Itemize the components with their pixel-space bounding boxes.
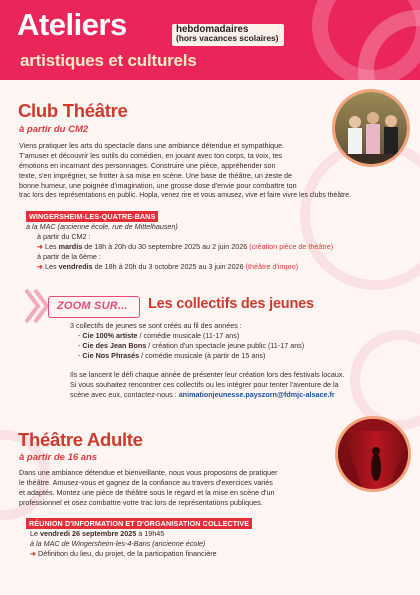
club-desc-line: émotions en incarnant des personnages. Construire une pièce, appréhender son — [19, 161, 276, 170]
meeting-date-value: vendredi 26 septembre 2025 — [40, 529, 137, 538]
zoom-outro-3 — [70, 390, 344, 400]
club-desc-line: texte, s'en imprégner, se frotter à sa mise en scène. Une base de théâtre, un zeste de — [19, 171, 293, 180]
group1-day: mardis — [58, 242, 83, 251]
zoom-outro-1: Ils se lancent le défi chaque année de présenter leur création lors des festivals locaux. — [70, 370, 345, 379]
zoom-label: ZOOM SUR... — [57, 300, 128, 312]
adult-meeting-tag: RÉUNION D'INFORMATION ET D'ORGANISATION COLLECTIVE — [26, 518, 252, 529]
club-description — [19, 141, 352, 201]
collectif-desc: / création d'un spectacle jeune public (11-17 ans) — [146, 341, 305, 350]
meeting-date — [30, 529, 217, 539]
arrow-right-icon: ➜ — [37, 242, 44, 251]
zoom-outro-3-text: scène avec eux, contactez-nous : — [70, 390, 179, 399]
adult-meeting — [30, 529, 217, 559]
club-desc-line: T'amuser et découvrir les outils du comédien, en jouant avec ton corps, ta voix, tes — [19, 151, 283, 160]
adult-desc-line: Dans une ambiance détendue et bienveillante, nous vous proposons de pratiquer — [19, 468, 278, 477]
stage-curtain-photo-icon — [338, 419, 411, 492]
background-circle — [350, 330, 420, 430]
adult-desc-line: le théâtre. Amusez-vous et gagnez de la confiance au travers d'exercices variés — [19, 478, 273, 487]
collectif-desc: / comédie musicale (11-17 ans) — [137, 331, 240, 340]
collectif-name: Cie des Jean Bons — [82, 341, 147, 350]
meeting-topic — [30, 549, 217, 559]
club-location: à la MAC (ancienne école, rue de Mittelhausen) — [26, 222, 178, 231]
club-desc-line: bonne humeur, une poignée d'imagination, une grosse dose d'envie pour combattre ton — [19, 181, 297, 190]
collectif-name: Cie Nos Phrasés — [82, 351, 140, 360]
collectif-desc: / comédie musicale (à partir de 15 ans) — [139, 351, 266, 360]
adult-desc-line: et adaptés. Montez une pièce de théâtre sous le regard et la mise en scène d'un — [19, 488, 275, 497]
group2-day: vendredis — [58, 262, 93, 271]
group2-time: de 18h à 20h du 3 octobre 2025 au 3 juin 2026 — [92, 262, 246, 271]
badge-line-1: hebdomadaires — [176, 24, 249, 35]
chevron-double-right-icon — [24, 286, 50, 326]
meeting-topic-text: Définition du lieu, du projet, de la participation financière — [38, 549, 217, 558]
meeting-prefix: Le — [30, 529, 40, 538]
adult-desc-line: professionnel et osez combattre votre trac lors de représentations publiques. — [19, 498, 263, 507]
header-banner — [0, 0, 420, 80]
group2-schedule — [26, 262, 333, 272]
contact-email-link[interactable]: animationjeunesse.payszorn@fdmjc-alsace.fr — [178, 390, 335, 399]
group2-label: à partir de la 6ème : — [37, 252, 101, 261]
group2-prefix: Les — [45, 262, 59, 271]
adult-description — [19, 468, 333, 508]
schedule-badge — [172, 24, 284, 46]
arrow-right-icon: ➜ — [30, 549, 37, 558]
club-schedule — [26, 222, 333, 272]
adult-title: Théâtre Adulte — [18, 429, 143, 450]
group1-note: (création pièce de théâtre) — [249, 242, 334, 251]
club-photo — [332, 89, 410, 167]
collectif-item: - Cie 100% artiste / comédie musicale (11-17 ans) — [78, 331, 240, 340]
club-subtitle: à partir du CM2 — [19, 124, 89, 135]
group2-note: (théâtre d'impro) — [245, 262, 299, 271]
collectif-item: - Cie des Jean Bons / création d'un spectacle jeune public (11-17 ans) — [78, 341, 305, 350]
club-location-tag: WINGERSHEIM-LES-QUATRE-BANS — [26, 211, 158, 222]
group1-label: à partir du CM2 : — [37, 232, 91, 241]
zoom-title: Les collectifs des jeunes — [148, 296, 314, 312]
page-title: Ateliers — [17, 7, 127, 42]
zoom-outro-2: Si vous souhaitez rencontrer ces collectifs ou les intégrer pour tenter l'aventure de la — [70, 380, 339, 389]
meeting-place: à la MAC de Wingersheim-les-4-Bans (ancienne école) — [30, 539, 206, 548]
page-subtitle: artistiques et culturels — [20, 51, 197, 70]
club-desc-line: Viens pratiquer les arts du spectacle dans une ambiance détendue et sympathique. — [19, 141, 285, 150]
club-title: Club Théâtre — [18, 100, 128, 121]
collectif-name: Cie 100% artiste — [82, 331, 138, 340]
collectif-item: - Cie Nos Phrasés / comédie musicale (à partir de 15 ans) — [78, 351, 266, 360]
zoom-intro: 3 collectifs de jeunes se sont créés au fil des années : — [70, 321, 242, 330]
adult-subtitle: à partir de 16 ans — [19, 452, 98, 463]
meeting-time: à 19h45 — [136, 529, 165, 538]
group1-time: de 18h à 20h du 30 septembre 2025 au 2 juin 2026 — [82, 242, 250, 251]
badge-line-2: (hors vacances scolaires) — [176, 33, 279, 44]
group1-schedule — [26, 242, 333, 252]
group1-prefix: Les — [45, 242, 59, 251]
arrow-right-icon: ➜ — [37, 262, 44, 271]
zoom-content — [70, 321, 344, 400]
club-desc-line: trac lors des représentations en public. Hopla, venez rire et vous amusez, vive et faire vivre les clubs théâtre. — [19, 192, 352, 199]
adult-photo — [335, 416, 411, 492]
